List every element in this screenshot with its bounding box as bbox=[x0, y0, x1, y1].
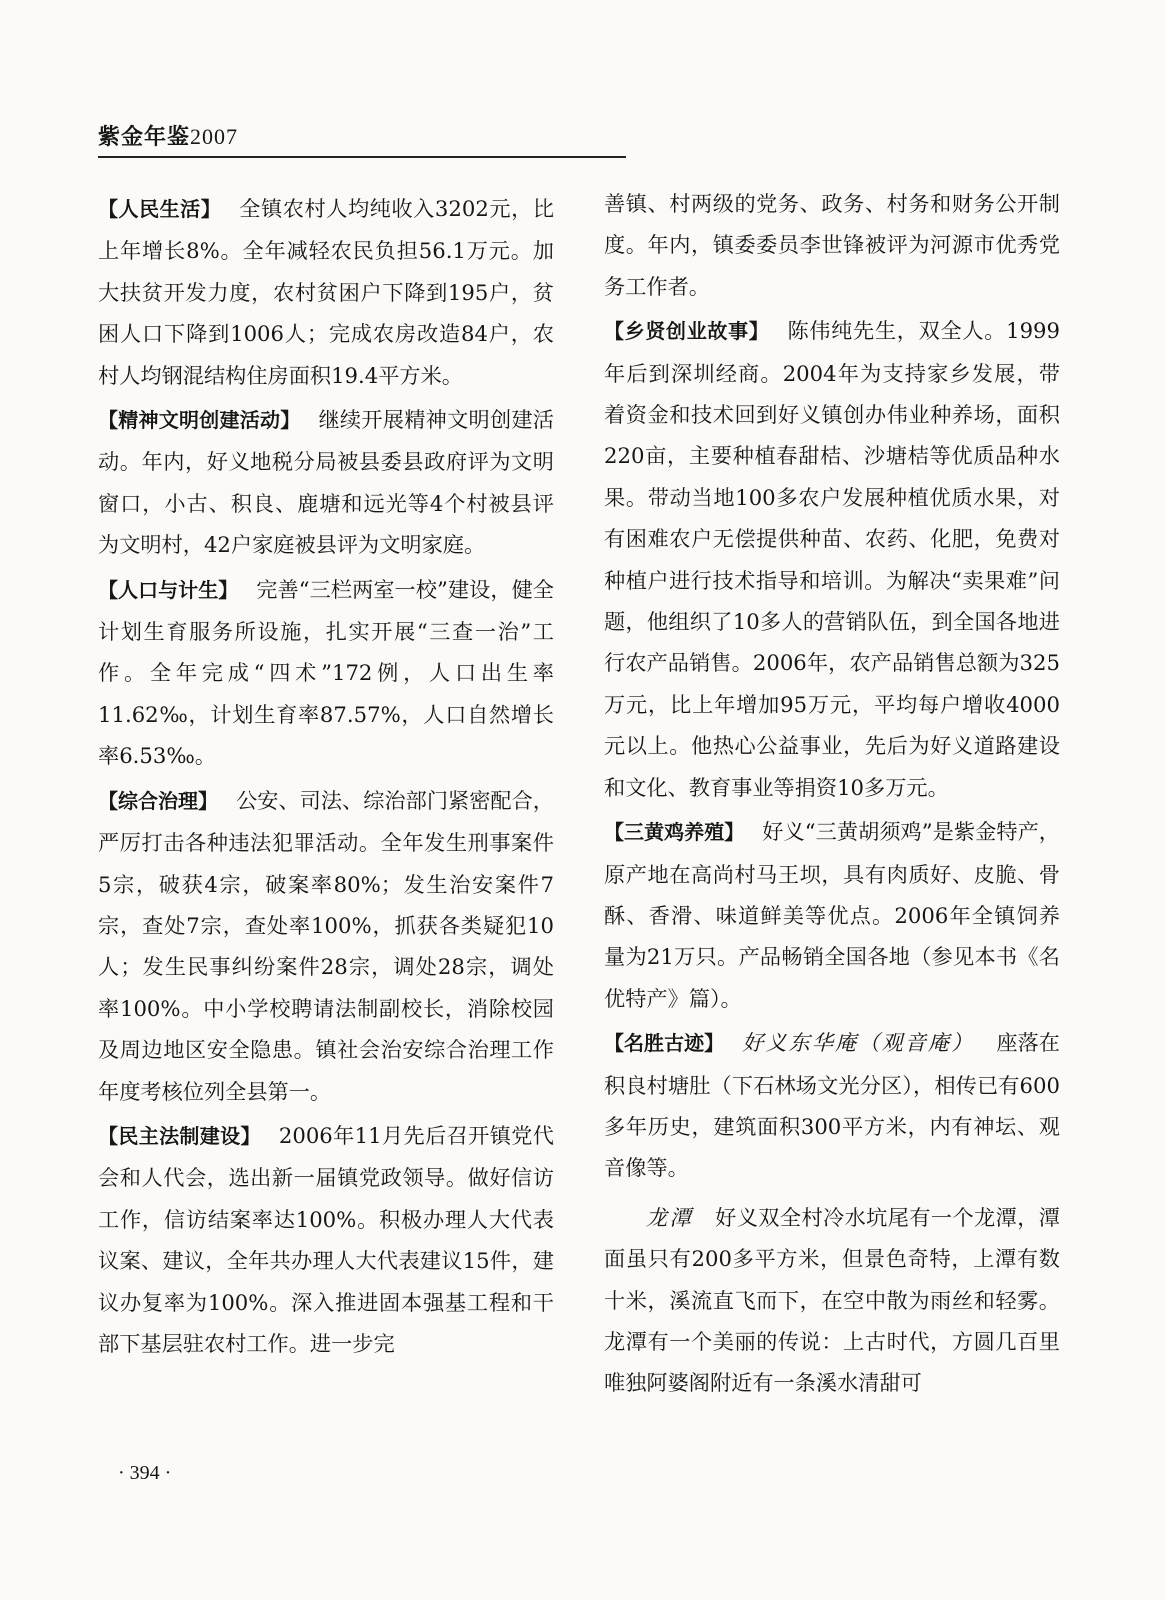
section-heading: 【乡贤创业故事】 bbox=[604, 319, 770, 344]
section-body: 好义双全村冷水坑尾有一个龙潭，潭面虽只有200多平方米，但景色奇特，上潭有数十米，溪流直飞而下，在空中散为雨丝和轻雾。龙潭有一个美丽的传说：上古时代，方圆几百里唯独阿婆阁附近有一条溪水清甜可 bbox=[604, 1204, 1060, 1396]
section-heading: 【综合治理】 bbox=[98, 788, 219, 813]
book-title: 紫金年鉴 bbox=[98, 125, 191, 150]
section-body: 善镇、村两级的党务、政务、村务和财务公开制度。年内，镇委委员李世锋被评为河源市优秀党务工作者。 bbox=[604, 191, 1060, 299]
header-rule bbox=[98, 156, 626, 158]
section-democracy-law bbox=[98, 1115, 554, 1364]
section-civilization bbox=[98, 399, 554, 566]
section-heading: 【三黄鸡养殖】 bbox=[604, 820, 745, 845]
section-population bbox=[98, 569, 554, 777]
section-dragon-pool bbox=[604, 1197, 1060, 1404]
section-entrepreneur-story bbox=[604, 310, 1060, 808]
section-people-life bbox=[98, 188, 554, 396]
section-body: 全镇农村人均纯收入3202元，比上年增长8%。全年减轻农民负担56.1万元。加大扶贫开发力度，农村贫困户下降到195户，贫困人口下降到1006人；完成农房改造84户，农村人均钢混结构住房面积19.4平方米。 bbox=[98, 196, 555, 388]
site-name: 好义东华庵（观音庵） bbox=[742, 1030, 975, 1056]
section-governance bbox=[98, 780, 554, 1112]
section-body: 公安、司法、综治部门紧密配合，严厉打击各种违法犯罪活动。全年发生刑事案件5宗，破获4宗，破案率80%；发生治安案件7宗，查处7宗，查处率100%，抓获各类疑犯10人；发生民事纠纷案件28宗，调处28宗，调处率100%。中小学校聘请法制副校长，消除校园及周边地区安全隐患。镇社会治安综合治理工作年度考核位列全县第一。 bbox=[98, 787, 554, 1104]
left-column bbox=[98, 188, 554, 1364]
right-column bbox=[604, 183, 1060, 1404]
section-continuation bbox=[604, 183, 1060, 307]
section-body: 2006年11月先后召开镇党代会和人代会，选出新一届镇党政领导。做好信访工作，信访结案率达100%。积极办理人大代表议案、建议，全年共办理人大代表建议15件，建议办复率为100%。深入推进固本强基工程和干部下基层驻农村工作。进一步完 bbox=[98, 1122, 554, 1356]
section-body: 完善“三栏两室一校”建设，健全计划生育服务所设施，扎实开展“三查一治”工作。全年完成“四术”172例，人口出生率11.62‰，计划生育率87.57%，人口自然增长率6.53‰。 bbox=[98, 576, 554, 769]
section-body: 好义“三黄胡须鸡”是紫金特产，原产地在高尚村马王坝，具有肉质好、皮脆、骨酥、香滑、味道鲜美等优点。2006年全镇饲养量为21万只。产品畅销全国各地（参见本书《名优特产》篇）。 bbox=[604, 819, 1060, 1011]
site-name: 龙潭 bbox=[646, 1204, 694, 1230]
section-heading: 【精神文明创建活动】 bbox=[98, 408, 301, 433]
running-header bbox=[98, 120, 238, 151]
section-heading: 【民主法制建设】 bbox=[98, 1123, 261, 1148]
page-number: · 394 · bbox=[118, 1462, 172, 1484]
book-year: 2007 bbox=[190, 124, 239, 149]
section-historic-sites bbox=[604, 1022, 1060, 1189]
section-body: 继续开展精神文明创建活动。年内，好义地税分局被县委县政府评为文明窗口，小古、积良、鹿塘和远光等4个村被县评为文明村，42户家庭被县评为文明家庭。 bbox=[98, 407, 554, 558]
section-heading: 【人口与计生】 bbox=[98, 577, 239, 602]
section-heading: 【名胜古迹】 bbox=[604, 1031, 725, 1056]
section-body: 陈伟纯先生，双全人。1999年后到深圳经商。2004年为支持家乡发展，带着资金和技术回到好义镇创办伟业种养场，面积220亩，主要种植春甜桔、沙塘桔等优质品种水果。带动当地100多农户发展种植优质水果，对有困难农户无偿提供种苗、农药、化肥，免费对种植户进行技术指导和培训。为解决“卖果难”问题，他组织了10多人的营销队伍，到全国各地进行农产品销售。2006年，农产品销售总额为325万元，比上年增加95万元，平均每户增收4000元以上。他热心公益事业，先后为好义道路建设和文化、教育事业等捐资10多万元。 bbox=[604, 318, 1061, 800]
section-chicken-farming bbox=[604, 811, 1060, 1019]
section-body: 座落在积良村塘肚（下石林场文光分区），相传已有600多年历史，建筑面积300平方米，内有神坛、观音像等。 bbox=[604, 1030, 1060, 1181]
section-heading: 【人民生活】 bbox=[98, 197, 222, 221]
